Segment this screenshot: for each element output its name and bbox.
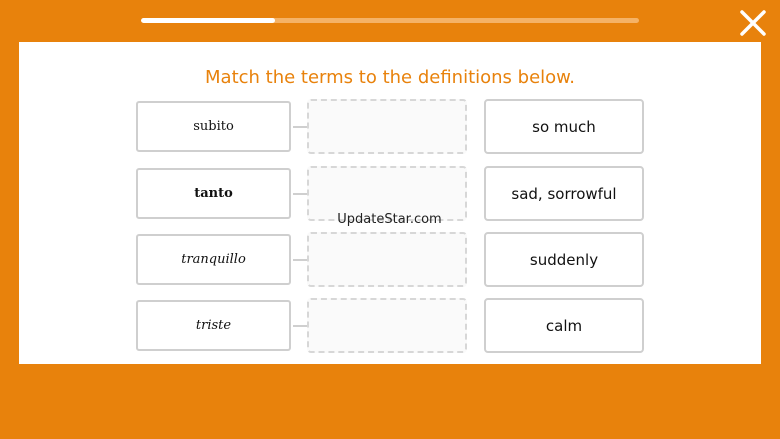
term-connector [293,259,307,261]
term-card-subito[interactable]: subito [136,101,291,152]
term-connector [293,193,307,195]
definition-card-suddenly[interactable]: suddenly [484,232,644,287]
progress-fill [141,18,275,23]
instructions-title: Match the terms to the definitions below. [205,67,575,88]
drop-slot-4[interactable] [307,298,467,353]
definition-card-sad-sorrowful[interactable]: sad, sorrowful [484,166,644,221]
term-card-tranquillo[interactable]: tranquillo [136,234,291,285]
drop-slot-3[interactable] [307,232,467,287]
term-card-triste[interactable]: triste [136,300,291,351]
term-connector [293,325,307,327]
definition-card-so-much[interactable]: so much [484,99,644,154]
drop-slot-1[interactable] [307,99,467,154]
term-card-tanto[interactable]: tanto [136,168,291,219]
progress-bar [141,18,639,23]
close-button[interactable] [736,6,770,40]
watermark: UpdateStar.com [337,212,442,227]
close-icon [736,6,770,40]
matching-card [19,42,761,364]
term-connector [293,126,307,128]
definition-card-calm[interactable]: calm [484,298,644,353]
